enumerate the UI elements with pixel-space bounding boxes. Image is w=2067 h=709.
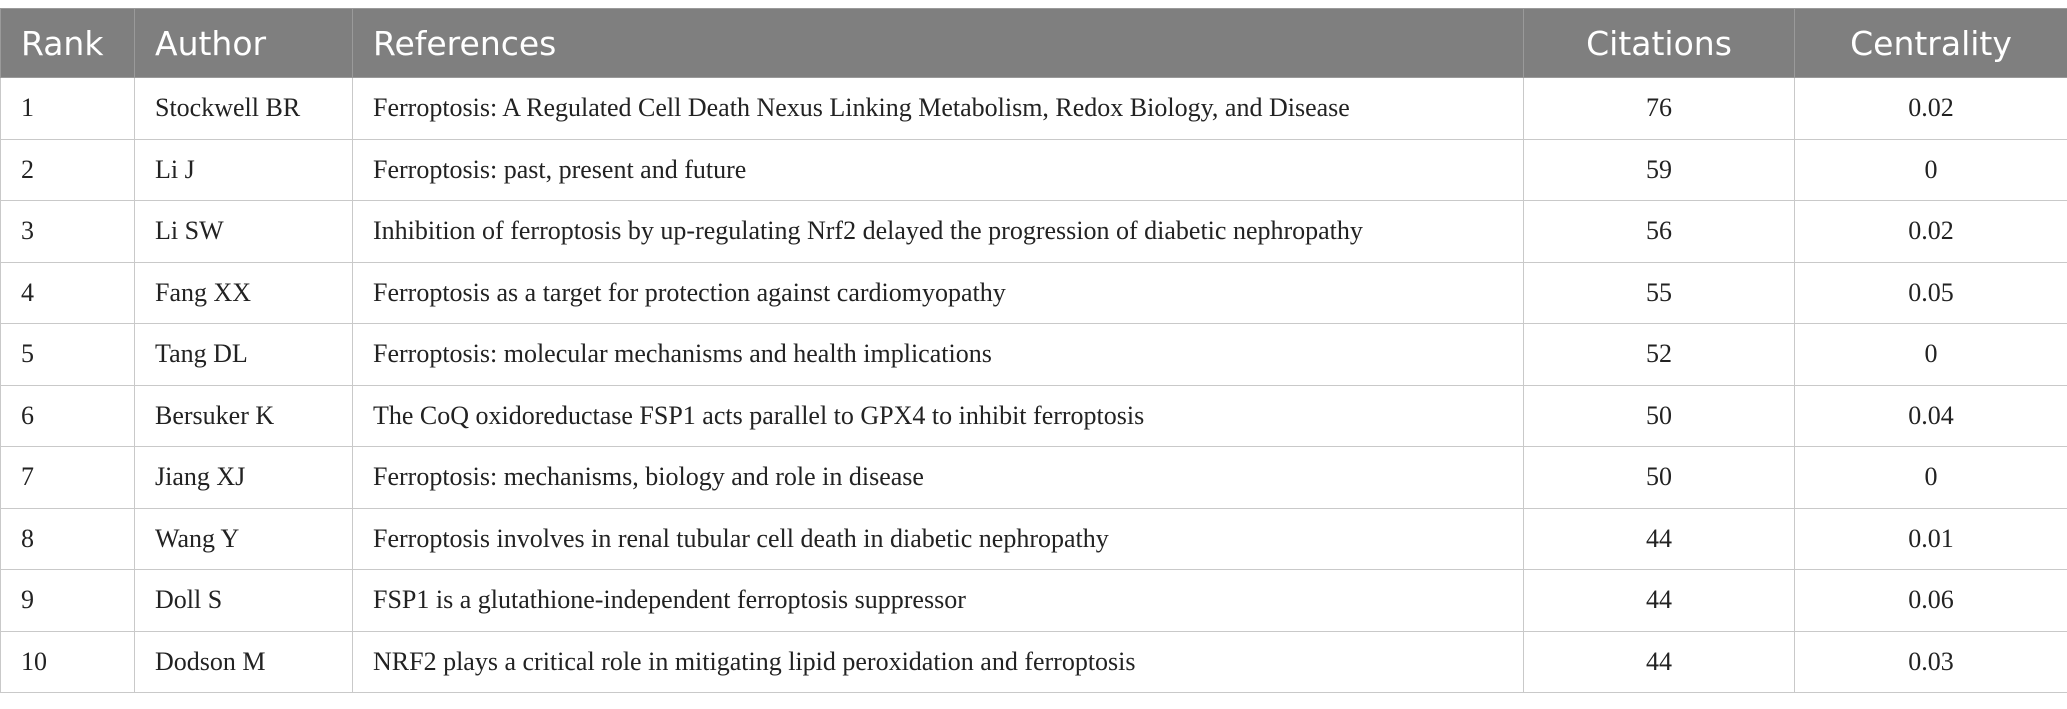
centrality-cell: 0.06 [1795, 570, 2067, 632]
citations-cell: 44 [1524, 508, 1795, 570]
centrality-cell: 0 [1795, 324, 2067, 386]
rank-cell: 2 [1, 139, 135, 201]
rank-cell: 8 [1, 508, 135, 570]
table-row [1, 262, 2067, 324]
centrality-cell: 0.04 [1795, 385, 2067, 447]
reference-cell: Ferroptosis: past, present and future [353, 139, 1524, 201]
reference-cell: Ferroptosis: A Regulated Cell Death Nexus Linking Metabolism, Redox Biology, and Disease [353, 78, 1524, 140]
author-cell: Doll S [135, 570, 353, 632]
table-row [1, 570, 2067, 632]
citations-cell: 55 [1524, 262, 1795, 324]
rank-cell: 10 [1, 631, 135, 693]
table-row [1, 78, 2067, 140]
author-cell: Bersuker K [135, 385, 353, 447]
citations-cell: 52 [1524, 324, 1795, 386]
reference-cell: Ferroptosis: molecular mechanisms and health implications [353, 324, 1524, 386]
centrality-cell: 0.02 [1795, 201, 2067, 263]
author-cell: Tang DL [135, 324, 353, 386]
header-rank: Rank [1, 9, 135, 78]
citations-cell: 50 [1524, 447, 1795, 509]
author-cell: Jiang XJ [135, 447, 353, 509]
table-row [1, 508, 2067, 570]
reference-cell: The CoQ oxidoreductase FSP1 acts parallel to GPX4 to inhibit ferroptosis [353, 385, 1524, 447]
header-row [1, 9, 2067, 78]
table-row [1, 139, 2067, 201]
author-cell: Dodson M [135, 631, 353, 693]
centrality-cell: 0.05 [1795, 262, 2067, 324]
centrality-cell: 0 [1795, 447, 2067, 509]
citations-cell: 56 [1524, 201, 1795, 263]
table-row [1, 631, 2067, 693]
table-row [1, 201, 2067, 263]
table-row [1, 324, 2067, 386]
citations-cell: 50 [1524, 385, 1795, 447]
rank-cell: 7 [1, 447, 135, 509]
header-references: References [353, 9, 1524, 78]
reference-cell: Ferroptosis as a target for protection against cardiomyopathy [353, 262, 1524, 324]
citations-cell: 44 [1524, 631, 1795, 693]
rank-cell: 4 [1, 262, 135, 324]
reference-cell: Ferroptosis: mechanisms, biology and role in disease [353, 447, 1524, 509]
header-centrality: Centrality [1795, 9, 2067, 78]
author-cell: Stockwell BR [135, 78, 353, 140]
reference-cell: Ferroptosis involves in renal tubular cell death in diabetic nephropathy [353, 508, 1524, 570]
citations-cell: 76 [1524, 78, 1795, 140]
centrality-cell: 0.02 [1795, 78, 2067, 140]
references-table [0, 8, 2067, 693]
header-author: Author [135, 9, 353, 78]
rank-cell: 9 [1, 570, 135, 632]
table-row [1, 385, 2067, 447]
rank-cell: 3 [1, 201, 135, 263]
citations-cell: 44 [1524, 570, 1795, 632]
centrality-cell: 0.01 [1795, 508, 2067, 570]
reference-cell: Inhibition of ferroptosis by up-regulating Nrf2 delayed the progression of diabetic nephropathy [353, 201, 1524, 263]
author-cell: Fang XX [135, 262, 353, 324]
reference-cell: NRF2 plays a critical role in mitigating lipid peroxidation and ferroptosis [353, 631, 1524, 693]
rank-cell: 5 [1, 324, 135, 386]
citations-cell: 59 [1524, 139, 1795, 201]
centrality-cell: 0.03 [1795, 631, 2067, 693]
author-cell: Wang Y [135, 508, 353, 570]
author-cell: Li J [135, 139, 353, 201]
author-cell: Li SW [135, 201, 353, 263]
rank-cell: 6 [1, 385, 135, 447]
rank-cell: 1 [1, 78, 135, 140]
header-citations: Citations [1524, 9, 1795, 78]
reference-cell: FSP1 is a glutathione-independent ferroptosis suppressor [353, 570, 1524, 632]
table-row [1, 447, 2067, 509]
centrality-cell: 0 [1795, 139, 2067, 201]
